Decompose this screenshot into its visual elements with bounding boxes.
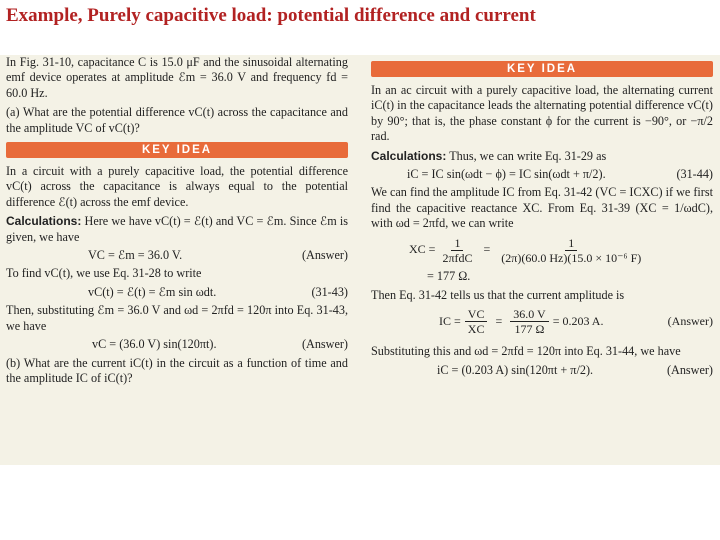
calculations-text: Thus, we can write Eq. 31-29 as (449, 148, 607, 163)
problem-statement: In Fig. 31-10, capacitance C is 15.0 μF and the sinusoidal alternating emf device operates at amplitude ℰm = 36.0 V and frequency fd = 60.0 Hz. (6, 55, 348, 100)
xc-lhs: XC = (409, 242, 436, 257)
numerator: 1 (565, 236, 577, 251)
equation-text: vC = (36.0 V) sin(120πt). (92, 337, 217, 352)
equation-text: VC = ℰm = 36.0 V. (88, 248, 183, 263)
equation-31-43 (6, 285, 348, 300)
fraction (439, 236, 475, 265)
equation-tag: (31-44) (676, 167, 713, 182)
then-text: Then Eq. 31-42 tells us that the current amplitude is (371, 288, 625, 303)
to-find-text: To find vC(t), we use Eq. 31-28 to write (6, 266, 202, 281)
key-idea-text: In a circuit with a purely capacitive load, the potential difference vC(t) across the capacitance is always equal to the potential difference ℰ(t) across the emf device. (6, 164, 348, 209)
denominator: 177 Ω (514, 322, 545, 337)
numerator: 1 (451, 236, 463, 251)
equation-xc: XC = $\frac{1}{\text{2πfdC}}$ = $\frac{1}{\text{(2π)(60.0 Hz)(15.0 × 10⁻⁶ F)}}$ (371, 236, 713, 265)
fraction (465, 307, 488, 336)
slide-title: Example, Purely capacitive load: potential difference and current (6, 5, 536, 26)
right-column (371, 55, 713, 381)
part-a-question: (a) What are the potential difference vC(t) across the capacitance and the amplitude VC of vC(t)? (6, 105, 348, 135)
equation-vc-answer (6, 337, 348, 352)
denominator: XC (467, 322, 485, 337)
calculations-text: Here we have vC(t) = ℰ(t) and VC = ℰm. Since ℰm is given, we have (6, 214, 349, 244)
substitution-text: Substituting this and ωd = 2πfd = 120π into Eq. 31-44, we have (371, 344, 681, 359)
equation-ic: IC = $\frac{VC}{XC}$ = $\frac{36.0 V}{177 \Omega}$ = 0.203 A. (Answer) (439, 307, 713, 337)
equation-text: iC = IC sin(ωdt − ϕ) = IC sin(ωdt + π/2). (407, 167, 606, 182)
equation-tag: (Answer) (667, 314, 713, 329)
left-column (6, 55, 348, 386)
calculations-paragraph (6, 214, 348, 245)
equation-text: vC(t) = ℰ(t) = ℰm sin ωdt. (88, 284, 217, 299)
part-b-question: (b) What are the current iC(t) in the circuit as a function of time and the amplitude IC of iC(t)? (6, 355, 348, 385)
amplitude-text: We can find the amplitude IC from Eq. 31-42 (VC = ICXC) if we first find the capacitive reactance XC. From Eq. 31-39 (XC = 1/ωdC), with ωd = 2πfd, we can write (371, 185, 713, 231)
numerator: 36.0 V (510, 307, 548, 322)
equation-text: iC = (0.203 A) sin(120πt + π/2). (437, 362, 594, 377)
equation-vc-amplitude (6, 248, 348, 263)
key-idea-banner: KEY IDEA (6, 142, 348, 158)
equation-31-44 (371, 167, 713, 182)
fraction (498, 236, 644, 265)
equation-tag: (31-43) (311, 284, 348, 299)
key-idea-text: In an ac circuit with a purely capacitive load, the alternating current iC(t) in the capacitance leads the alternating potential difference vC(t) by 90°; that is, the phase constant ϕ for the current is −90°, or −π/2 rad. (371, 83, 713, 144)
equation-tag: (Answer) (301, 248, 348, 263)
fraction (510, 307, 548, 336)
key-idea-banner: KEY IDEA (371, 61, 713, 77)
numerator: VC (465, 307, 488, 322)
denominator: 2πfdC (442, 250, 473, 265)
equation-tag: (Answer) (666, 362, 713, 377)
denominator: (2π)(60.0 Hz)(15.0 × 10⁻⁶ F) (501, 250, 642, 265)
ic-result: = 0.203 A. (552, 314, 604, 329)
xc-result: = 177 Ω. (427, 268, 471, 283)
page-footer-area (0, 465, 720, 540)
calculations-label: Calculations: (371, 148, 447, 163)
calculations-label: Calculations: (6, 214, 82, 229)
ic-lhs: IC = (439, 314, 461, 329)
calculations-paragraph (371, 149, 713, 164)
equation-ic-answer (371, 363, 713, 378)
equation-tag: (Answer) (301, 337, 348, 352)
substitution-text: Then, substituting ℰm = 36.0 V and ωd = 2πfd = 120π into Eq. 31-43, we have (6, 303, 348, 333)
textbook-page (0, 55, 720, 465)
